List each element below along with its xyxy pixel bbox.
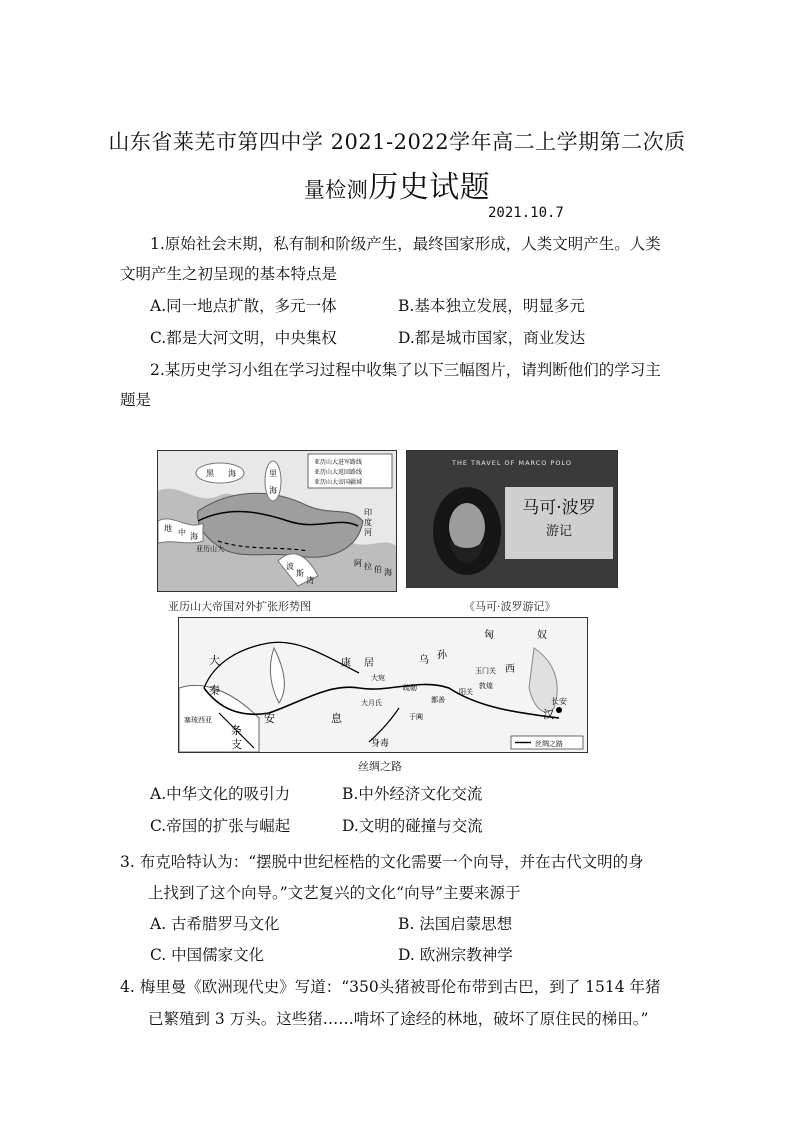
q2-option-b: B.中外经济文化交流	[342, 785, 483, 803]
label-du: 度	[364, 518, 372, 527]
label-dawan: 大宛	[371, 674, 385, 682]
label-hai4: 海	[384, 568, 392, 577]
label-li: 里	[269, 469, 277, 478]
legend-return: 亚历山大返回路线	[314, 469, 363, 476]
q3-option-c: C. 中国儒家文化	[150, 946, 265, 964]
label-he: 河	[364, 528, 372, 537]
q3-stem-line2: 上找到了这个向导。”文艺复兴的文化“向导”主要来源于	[148, 884, 521, 902]
label-si: 斯	[296, 569, 304, 578]
label-kangju1: 康	[341, 658, 351, 669]
q1-option-a: A.同一地点扩散，多元一体	[150, 297, 337, 315]
q3-option-d: D. 欧洲宗教神学	[398, 946, 513, 964]
q3-option-b: B. 法国启蒙思想	[398, 915, 513, 933]
cover-subtitle: 游记	[545, 524, 573, 539]
label-daqin2: 秦	[209, 684, 220, 697]
alexander-map-svg	[158, 451, 396, 591]
q4-stem-line2: 已繁殖到 3 万头。这些猪……啃坏了途经的林地，破坏了原住民的梯田。”	[148, 1010, 649, 1028]
silk-road-svg	[179, 618, 587, 752]
marco-polo-svg	[407, 451, 617, 587]
label-tiao: 条	[231, 724, 242, 737]
fig3-caption: 丝绸之路	[358, 760, 402, 773]
label-zhong: 中	[178, 528, 186, 537]
label-hai3: 海	[190, 532, 198, 541]
label-wusun2: 孙	[437, 650, 447, 661]
changan-marker	[556, 707, 562, 713]
black-sea	[196, 463, 244, 483]
label-bo2: 伯	[374, 565, 382, 574]
label-xi2: 息	[331, 712, 342, 725]
label-shendu: 身毒	[371, 739, 390, 749]
q1-stem-line1: 1.原始社会末期，私有制和阶级产生，最终国家形成，人类文明产生。人类	[150, 235, 661, 253]
exam-title-prefix: 量检测	[303, 178, 369, 202]
label-shule: 疏勒	[403, 684, 417, 692]
fig2-caption: 《马可·波罗游记》	[464, 600, 556, 613]
q1-stem-line2: 文明产生之初呈现的基本特点是	[120, 265, 338, 283]
exam-title-subject: 历史试题	[368, 170, 491, 205]
label-shanshan: 鄯善	[431, 696, 445, 704]
label-yutian: 于阗	[409, 713, 423, 721]
cover-banner: THE TRAVEL OF MARCO POLO	[452, 459, 572, 467]
caspian-sea	[265, 461, 281, 501]
label-dayuezhi: 大月氏	[361, 699, 382, 707]
q2-option-c: C.帝国的扩张与崛起	[150, 817, 291, 835]
label-kangju2: 居	[364, 658, 374, 669]
label-wan: 湾	[306, 576, 314, 585]
exam-date: 2021.10.7	[488, 205, 564, 221]
label-bo: 波	[286, 562, 294, 571]
label-changan: 长安	[551, 697, 567, 706]
fig1-caption: 亚历山大帝国对外扩张形势图	[168, 600, 311, 613]
label-di: 地	[164, 524, 172, 533]
q1-option-c: C.都是大河文明，中央集权	[150, 329, 337, 347]
label-hai1: 海	[228, 469, 236, 478]
label-yumenguan: 玉门关	[475, 667, 496, 675]
label-hei: 黑	[206, 469, 214, 478]
exam-title-line2	[0, 162, 794, 206]
q2-option-d: D.文明的碰撞与交流	[342, 817, 483, 835]
q2-stem-line1: 2.某历史学习小组在学习过程中收集了以下三幅图片，请判断他们的学习主	[150, 361, 661, 379]
label-alexandria: 亚历山大	[196, 545, 224, 553]
label-yangguan: 阳关	[459, 688, 473, 696]
label-xiongnu2: 奴	[537, 630, 547, 641]
cover-title: 马可·波罗	[522, 498, 596, 518]
q4-stem-line1: 4. 梅里曼《欧洲现代史》写道：“350头猪被哥伦布带到古巴，到了 1514 年猪	[120, 978, 661, 996]
alexander-empire-map	[157, 450, 397, 592]
label-han: 汉	[543, 708, 554, 721]
label-la: 拉	[364, 562, 372, 571]
label-xiongnu1: 匈	[484, 630, 494, 641]
label-dunhuang: 敦煌	[479, 682, 493, 690]
legend-advance: 亚历山大进军路线	[314, 459, 363, 466]
q2-option-a: A.中华文化的吸引力	[150, 785, 291, 803]
label-yin: 印	[364, 508, 372, 517]
q1-option-b: B.基本独立发展，明显多元	[398, 297, 585, 315]
label-daqin1: 大	[209, 654, 220, 667]
label-selucia: 塞琉西亚	[184, 716, 212, 724]
q3-stem-line1: 3. 布克哈特认为：“摆脱中世纪桎梏的文化需要一个向导，并在古代文明的身	[120, 853, 644, 871]
label-hai2: 海	[269, 486, 277, 495]
q1-option-d: D.都是城市国家，商业发达	[398, 329, 586, 347]
portrait-face	[449, 503, 485, 551]
label-an: 安	[264, 712, 275, 725]
q2-stem-line2: 题是	[120, 391, 152, 409]
label-zhi: 支	[231, 738, 242, 751]
legend-silk-road: 丝绸之路	[535, 740, 563, 748]
exam-title-line1: 山东省莱芜市第四中学 2021-2022学年高二上学期第二次质	[108, 130, 686, 154]
label-xi: 西	[505, 664, 515, 675]
label-a: 阿	[354, 559, 362, 568]
silk-road-map	[178, 617, 588, 753]
marco-polo-cover	[406, 450, 618, 588]
legend-territory: 亚历山大帝国疆域	[314, 479, 363, 486]
label-wusun1: 乌	[419, 655, 429, 666]
q3-option-a: A. 古希腊罗马文化	[150, 915, 280, 933]
